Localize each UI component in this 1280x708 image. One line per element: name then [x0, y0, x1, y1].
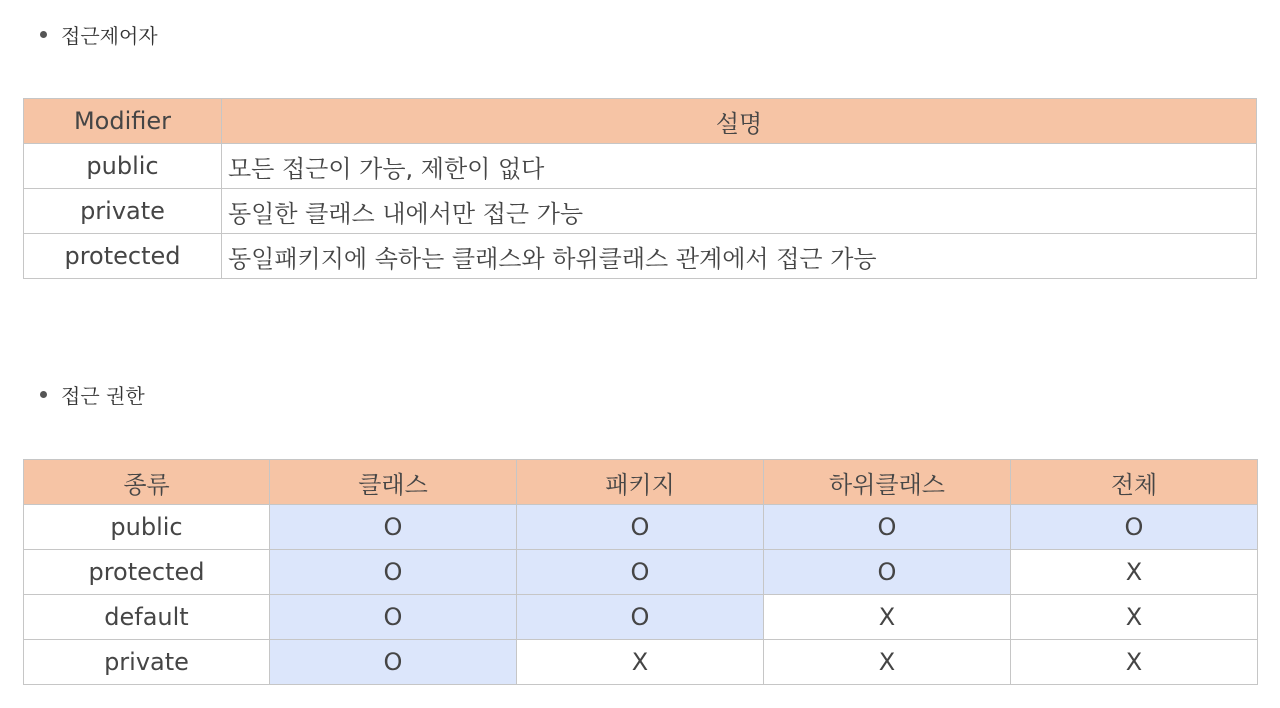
kind-cell: private: [24, 640, 270, 685]
table-row: [24, 595, 1258, 640]
header-kind: 종류: [24, 460, 270, 505]
header-modifier: Modifier: [24, 99, 222, 144]
permission-cell: O: [270, 595, 517, 640]
section-heading-access-permission: 접근 권한: [61, 384, 145, 408]
modifier-cell: protected: [24, 234, 222, 279]
table-header-row: [24, 99, 1257, 144]
header-class: 클래스: [270, 460, 517, 505]
bullet-access-permission: [40, 380, 145, 409]
permission-cell: X: [1011, 640, 1258, 685]
bullet-access-modifier: [40, 20, 158, 49]
table-row: [24, 189, 1257, 234]
permission-cell: X: [1011, 595, 1258, 640]
table-header-row: [24, 460, 1258, 505]
permission-cell: O: [1011, 505, 1258, 550]
table-row: [24, 144, 1257, 189]
table-row: [24, 640, 1258, 685]
permission-cell: X: [764, 595, 1011, 640]
permission-cell: O: [270, 550, 517, 595]
kind-cell: public: [24, 505, 270, 550]
permission-cell: O: [517, 550, 764, 595]
kind-cell: protected: [24, 550, 270, 595]
kind-cell: default: [24, 595, 270, 640]
permission-cell: X: [517, 640, 764, 685]
permission-cell: O: [517, 595, 764, 640]
permission-cell: X: [1011, 550, 1258, 595]
permission-cell: O: [517, 505, 764, 550]
header-all: 전체: [1011, 460, 1258, 505]
permission-cell: O: [764, 550, 1011, 595]
modifier-cell: public: [24, 144, 222, 189]
header-package: 패키지: [517, 460, 764, 505]
modifier-table: [23, 98, 1257, 279]
table-row: [24, 234, 1257, 279]
permission-table: [23, 459, 1258, 685]
bullet-dot-icon: [40, 31, 47, 38]
permission-cell: O: [270, 640, 517, 685]
section-heading-access-modifier: 접근제어자: [61, 24, 158, 48]
modifier-cell: private: [24, 189, 222, 234]
bullet-dot-icon: [40, 391, 47, 398]
description-cell: 동일한 클래스 내에서만 접근 가능: [222, 189, 1257, 234]
permission-cell: O: [270, 505, 517, 550]
permission-cell: O: [764, 505, 1011, 550]
header-description: 설명: [222, 99, 1257, 144]
table-row: [24, 505, 1258, 550]
description-cell: 동일패키지에 속하는 클래스와 하위클래스 관계에서 접근 가능: [222, 234, 1257, 279]
header-subclass: 하위클래스: [764, 460, 1011, 505]
table-row: [24, 550, 1258, 595]
description-cell: 모든 접근이 가능, 제한이 없다: [222, 144, 1257, 189]
permission-cell: X: [764, 640, 1011, 685]
